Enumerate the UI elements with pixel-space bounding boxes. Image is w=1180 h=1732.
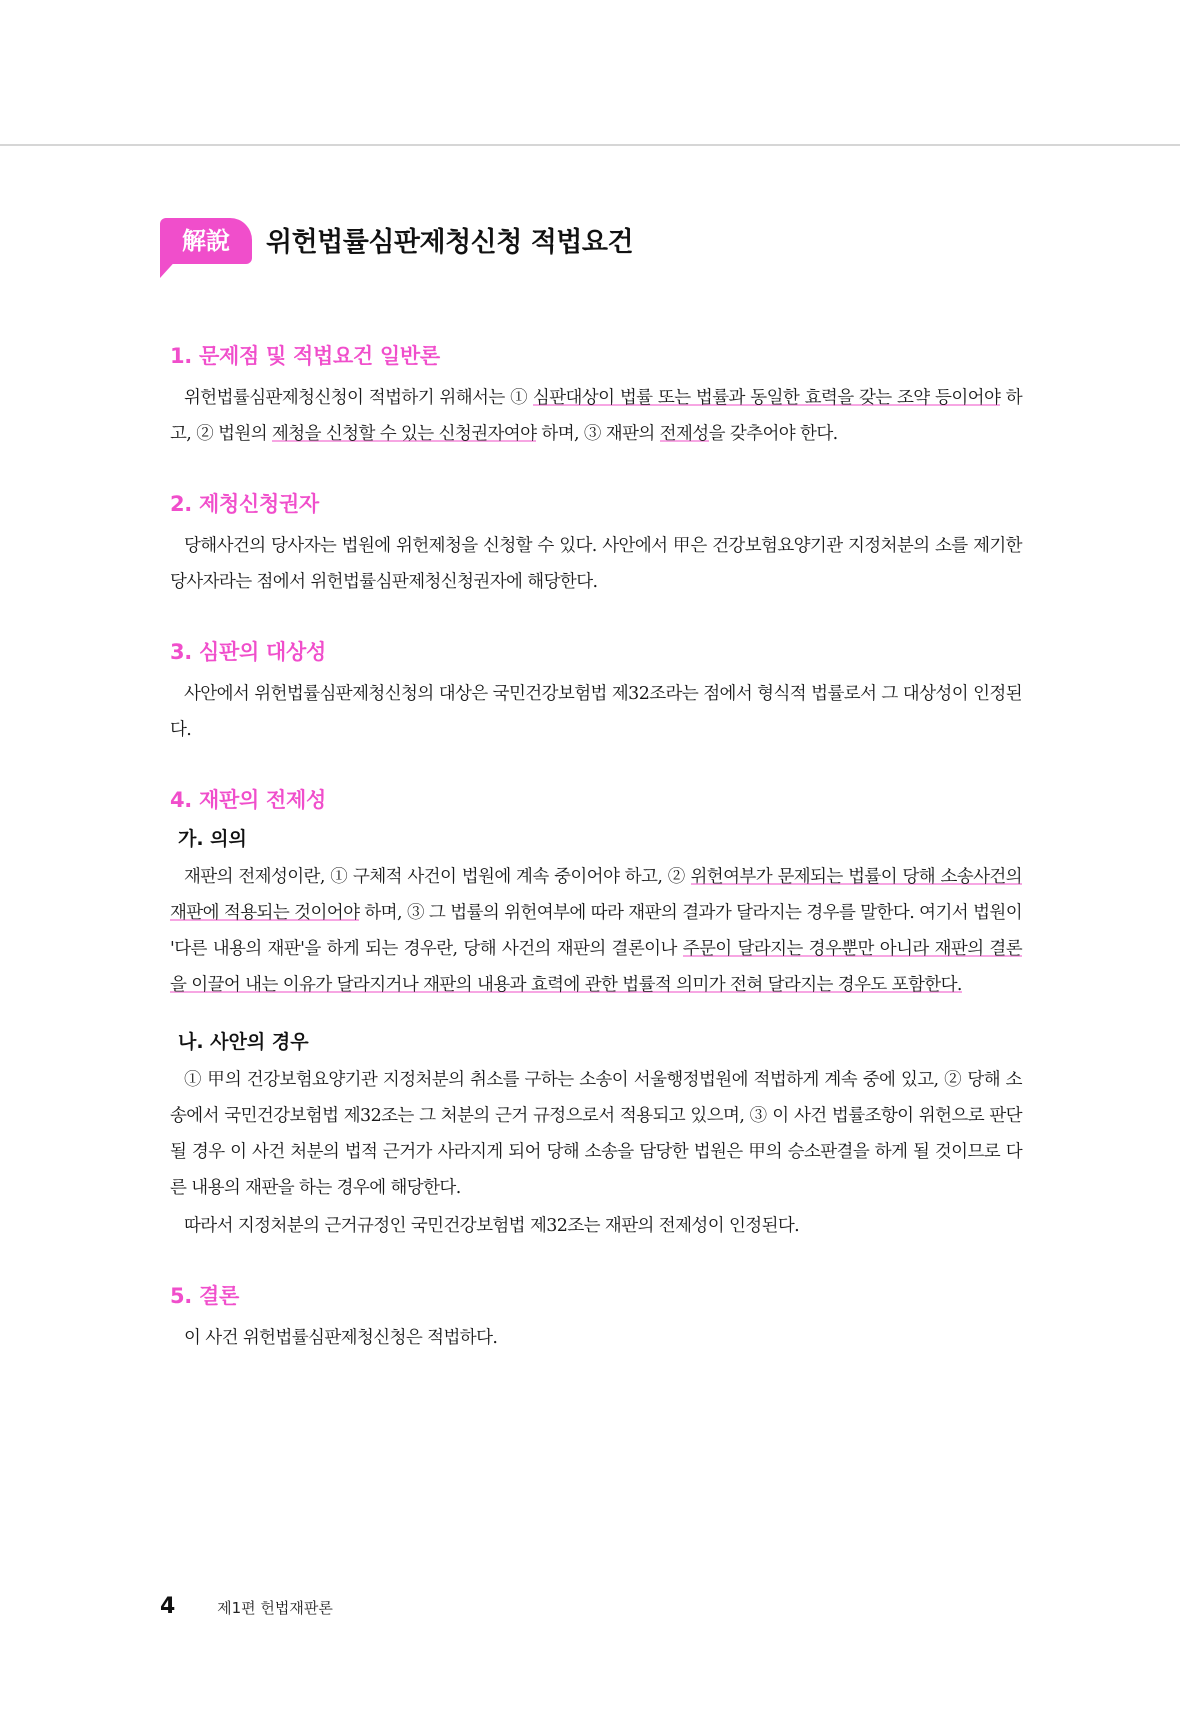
section-paragraph xyxy=(170,380,1022,452)
highlighted-text: 주문이 달라지는 경우뿐만 아니라 재판의 결론을 이끌어 내는 이유가 달라지거나 재판의 내용과 효력에 관한 법률적 의미가 전혀 달라지는 경우도 포함한다. xyxy=(170,939,1023,995)
highlighted-text: 제청을 신청할 수 있는 신청권자여야 xyxy=(271,424,537,444)
subsection-heading: 나. 사안의 경우 xyxy=(178,1031,309,1053)
badge-label: 解說 xyxy=(182,227,230,255)
section-paragraph: 이 사건 위헌법률심판제청신청은 적법하다. xyxy=(184,1328,498,1348)
highlighted-text: 위헌여부가 문제되는 법률이 당해 소송사건의 재판에 적용되는 것이어야 xyxy=(170,867,1022,923)
text-run: 재판의 전제성이란, ① 구체적 사건이 법원에 계속 중이어야 하고, ② xyxy=(184,867,691,887)
text-run: 하며, ③ 그 법률의 위헌여부에 따라 재판의 결과가 달라지는 경우를 말한다. 여기서 법원이 '다른 내용의 재판'을 하게 되는 경우란, 당해 사건의 재판의 결론이나 xyxy=(170,903,1023,959)
text-run: 하고, ② 법원의 xyxy=(170,388,1022,444)
section-2 xyxy=(170,488,1022,600)
page-number: 4 xyxy=(160,1594,176,1619)
section-paragraph xyxy=(170,528,1022,600)
section-paragraph xyxy=(170,676,1022,748)
page-footer xyxy=(160,1594,333,1619)
subsection-paragraph: 따라서 지정처분의 근거규정인 국민건강보험법 제32조는 재판의 전제성이 인정된다. xyxy=(184,1216,800,1236)
subsection-meaning xyxy=(170,824,1022,1003)
text-run: 당해사건의 당사자는 법원에 위헌제청을 신청할 수 있다. 사안에서 甲은 건강보험요양기관 지정처분의 소를 제기한 당사자라는 점에서 위헌법률심판제청신청권자에 해당한다. xyxy=(170,536,1022,592)
section-heading: 4. 재판의 전제성 xyxy=(170,788,326,812)
section-1 xyxy=(170,340,1022,452)
subsection-paragraph: ① 甲의 건강보험요양기관 지정처분의 취소를 구하는 소송이 서울행정법원에 적법하게 계속 중에 있고, ② 당해 소송에서 국민건강보험법 제32조는 그 처분의 근거 규정으로서 적용되고 있으며, ③ 이 사건 법률조항이 위헌으로 판단될 경우 이 사건 처분의 법적 근거가 사라지게 되어 당해 소송을 담당한 법원은 甲의 승소판결을 하게 될 것이므로 다른 내용의 재판을 하는 경우에 해당한다. xyxy=(170,1070,1022,1198)
badge-tail-shape xyxy=(160,256,180,278)
subsection-case xyxy=(170,1027,1022,1244)
running-footer-label: 제1편 헌법재판론 xyxy=(217,1599,333,1617)
text-run: 을 갖추어야 한다. xyxy=(708,424,838,444)
text-run: 위헌법률심판제청신청이 적법하기 위해서는 ① xyxy=(184,388,533,408)
section-5 xyxy=(170,1280,1022,1356)
text-run: 사안에서 위헌법률심판제청신청의 대상은 국민건강보험법 제32조라는 점에서 형식적 법률로서 그 대상성이 인정된다. xyxy=(170,684,1022,740)
page-title: 위헌법률심판제청신청 적법요건 xyxy=(266,227,634,258)
section-4 xyxy=(170,784,1022,1244)
subsection-paragraph xyxy=(170,859,1022,1003)
answer-header xyxy=(160,212,1060,282)
highlighted-text: 심판대상이 법률 또는 법률과 동일한 효력을 갖는 조약 등이어야 xyxy=(532,388,1001,408)
section-heading: 5. 결론 xyxy=(170,1284,239,1308)
section-heading: 2. 제청신청권자 xyxy=(170,492,319,516)
highlighted-text: 전제성 xyxy=(659,424,709,444)
text-run: 하며, ③ 재판의 xyxy=(536,424,660,444)
subsection-heading: 가. 의의 xyxy=(178,828,247,850)
section-3 xyxy=(170,636,1022,748)
top-divider xyxy=(0,144,1180,146)
main-content xyxy=(170,340,1022,1392)
section-heading: 1. 문제점 및 적법요건 일반론 xyxy=(170,344,440,368)
section-heading: 3. 심판의 대상성 xyxy=(170,640,326,664)
